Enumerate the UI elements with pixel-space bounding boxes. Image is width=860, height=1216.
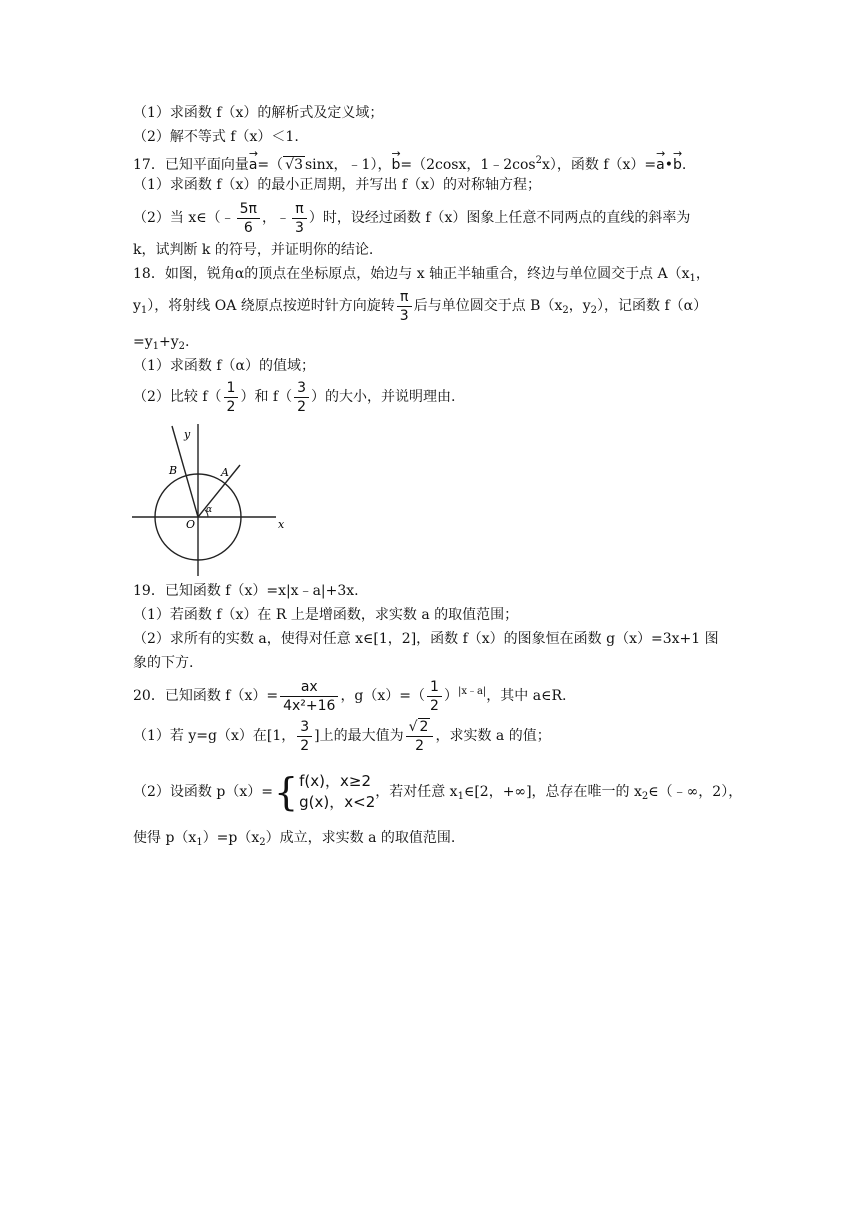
q20-part2-text: ）成立，求实数 a 的取值范围.	[265, 830, 456, 846]
fraction-5pi-6	[237, 200, 260, 237]
q19-stem-text: 19．已知函数 f（x）=x|x﹣a|+3x.	[133, 583, 359, 599]
fraction-3-2	[294, 379, 309, 416]
q20-stem-text: ，其中 a∈R.	[486, 688, 567, 704]
denominator: 3	[399, 307, 409, 324]
q18-stem-text: ，	[695, 266, 710, 282]
x-axis-label: x	[278, 518, 285, 531]
q20-part2-text: 使得 p（x	[133, 830, 197, 846]
q18-stem-line3	[133, 332, 189, 357]
numerator: ax	[280, 678, 338, 697]
origin-label: O	[186, 518, 196, 531]
q18-stem-text: ），记函数 f（α）	[597, 298, 708, 314]
q18-stem-text: y	[133, 298, 141, 314]
q20-part2	[133, 768, 742, 821]
q18-stem-line2	[133, 286, 707, 331]
superscript: 2	[535, 155, 542, 166]
numerator: 3	[297, 718, 312, 737]
q16-part1-text: （1）求函数 f（x）的解析式及定义域；	[133, 105, 384, 121]
q20-part2-text: （2）设函数 p（x）=	[133, 784, 273, 800]
point-a-label: A	[221, 466, 229, 479]
q19-part2	[133, 629, 719, 649]
q17-stem-text: sinx，﹣1），	[304, 157, 392, 173]
subscript: 2	[562, 305, 569, 316]
vector-b: → b	[673, 155, 682, 175]
q18-part2-text: ）的大小，并说明理由.	[311, 389, 456, 405]
q17-stem-text: =（	[257, 157, 284, 173]
ray-oa	[198, 465, 240, 517]
numerator: 1	[224, 379, 239, 398]
subscript: 2	[259, 837, 266, 848]
unit-circle-figure	[128, 420, 288, 580]
q17-part2-text: ）时，设经过函数 f（x）图象上任意不同两点的直线的斜率为	[308, 210, 691, 226]
subscript: 2	[590, 305, 598, 316]
q19-stem	[133, 581, 359, 601]
subscript: 1	[140, 305, 148, 316]
q20-part1	[133, 716, 551, 756]
numerator: 3	[294, 379, 309, 398]
q18-stem-text: ），将射线 OA 绕原点按逆时针方向旋转	[147, 298, 395, 314]
q19-part2-text: （2）求所有的实数 a，使得对任意 x∈[1，2]，函数 f（x）的图象恒在函数 g（x）=3x+1 图	[133, 631, 719, 647]
q17-part1-text: （1）求函数 f（x）的最小正周期，并写出 f（x）的对称轴方程；	[133, 177, 541, 193]
numerator: π	[397, 288, 412, 307]
q17-stem-text: =（2cosx，1﹣2cos	[400, 157, 536, 173]
q18-stem-text: =y	[133, 334, 153, 350]
fraction-1-2	[224, 379, 239, 416]
exponent: |x﹣a|	[457, 686, 487, 697]
denominator: 4x²+16	[283, 697, 336, 714]
q16-part2	[133, 127, 299, 147]
q18-stem-text: +y	[159, 334, 179, 350]
q18-part1-text: （1）求函数 f（α）的值域；	[133, 358, 315, 374]
q17-part2	[133, 198, 690, 238]
q17-stem	[133, 151, 686, 175]
q19-part2-text: 象的下方.	[133, 655, 194, 671]
denominator: 2	[300, 737, 310, 754]
fraction-pi-3	[292, 200, 307, 237]
q20-part2-text: ，若对任意 x	[375, 784, 458, 800]
q19-part1-text: （1）若函数 f（x）在 R 上是增函数，求实数 a 的取值范围；	[133, 607, 519, 623]
q17-stem-text: .	[681, 157, 687, 173]
q18-part2	[133, 377, 455, 417]
denominator: 2	[297, 398, 307, 415]
q17-part2-text: （2）当 x∈（﹣	[133, 210, 235, 226]
q17-stem-text: x），函数 f（x）=	[542, 157, 657, 173]
subscript: 2	[641, 791, 649, 802]
subscript: 1	[152, 341, 160, 352]
numerator: 5π	[237, 200, 260, 219]
q20-part1-text: （1）若 y=g（x）在[1，	[133, 728, 296, 744]
q20-stem-text: ，g（x）=（	[340, 688, 426, 704]
q17-part2-text: ，﹣	[261, 210, 290, 226]
q20-stem	[133, 672, 566, 716]
fraction-pi-3	[397, 288, 412, 325]
q18-stem-text: 后与单位圆交于点 B（x	[413, 298, 563, 314]
subscript: 1	[457, 791, 464, 802]
q16-part2-text: （2）解不等式 f（x）＜1.	[133, 129, 299, 145]
fraction-sqrt2-2	[406, 718, 434, 755]
q18-part1	[133, 356, 315, 376]
q20-part1-text: ]上的最大值为	[314, 728, 404, 744]
left-brace: {	[273, 770, 299, 814]
fraction-3-2	[297, 718, 312, 755]
vector-a: → a	[249, 155, 258, 175]
y-axis-label: y	[184, 428, 191, 441]
piecewise-cases	[299, 771, 375, 813]
q20-part2-text: ∈[2，+∞]，总存在唯一的 x	[463, 784, 642, 800]
q17-stem-text: 17．已知平面向量	[133, 157, 249, 173]
q17-part2-cont	[133, 240, 373, 260]
denominator: 3	[294, 219, 304, 236]
numerator: 1	[427, 678, 442, 697]
vector-b: → b	[391, 155, 400, 175]
q20-part2-cont	[133, 828, 455, 853]
case-1: f(x)，x≥2	[299, 772, 371, 790]
q18-stem-text: 18．如图，锐角α的顶点在坐标原点，始边与 x 轴正半轴重合，终边与单位圆交于点 A（x	[133, 266, 690, 282]
q20-stem-text: ）	[443, 688, 458, 704]
q17-part1	[133, 175, 541, 195]
q18-stem-text: .	[185, 334, 190, 350]
fraction-1-2	[427, 678, 442, 715]
denominator: 2	[226, 398, 236, 415]
q18-part2-text: （2）比较 f（	[133, 389, 222, 405]
q20-part2-text: ）=p（x	[202, 830, 260, 846]
case-2: g(x)，x<2	[299, 793, 376, 811]
q20-part2-text: ∈（﹣∞，2），	[648, 784, 743, 800]
denominator: 6	[243, 219, 253, 236]
q16-part1	[133, 103, 383, 123]
subscript: 1	[196, 837, 203, 848]
q19-part2-cont	[133, 653, 193, 673]
q18-stem-text: ，y	[568, 298, 591, 314]
vector-a: → a	[656, 155, 665, 175]
denominator: 2	[415, 737, 424, 754]
q20-stem-text: 20．已知函数 f（x）=	[133, 688, 279, 704]
point-b-label: B	[169, 464, 178, 477]
q18-part2-text: ）和 f（	[240, 389, 293, 405]
subscript: 1	[689, 273, 696, 284]
fraction-f-definition	[280, 678, 338, 715]
dot-product: •	[664, 157, 674, 173]
numerator: π	[292, 200, 307, 219]
q19-part1	[133, 605, 518, 625]
alpha-label: α	[206, 505, 213, 515]
q17-part2-text: k，试判断 k 的符号，并证明你的结论.	[133, 242, 374, 258]
numerator: √ 2	[406, 718, 434, 737]
denominator: 2	[430, 697, 439, 714]
sqrt-3: √3	[285, 157, 303, 173]
sqrt-radicand: 2	[419, 718, 429, 735]
subscript: 2	[178, 341, 186, 352]
q20-part1-text: ，求实数 a 的值；	[435, 728, 551, 744]
